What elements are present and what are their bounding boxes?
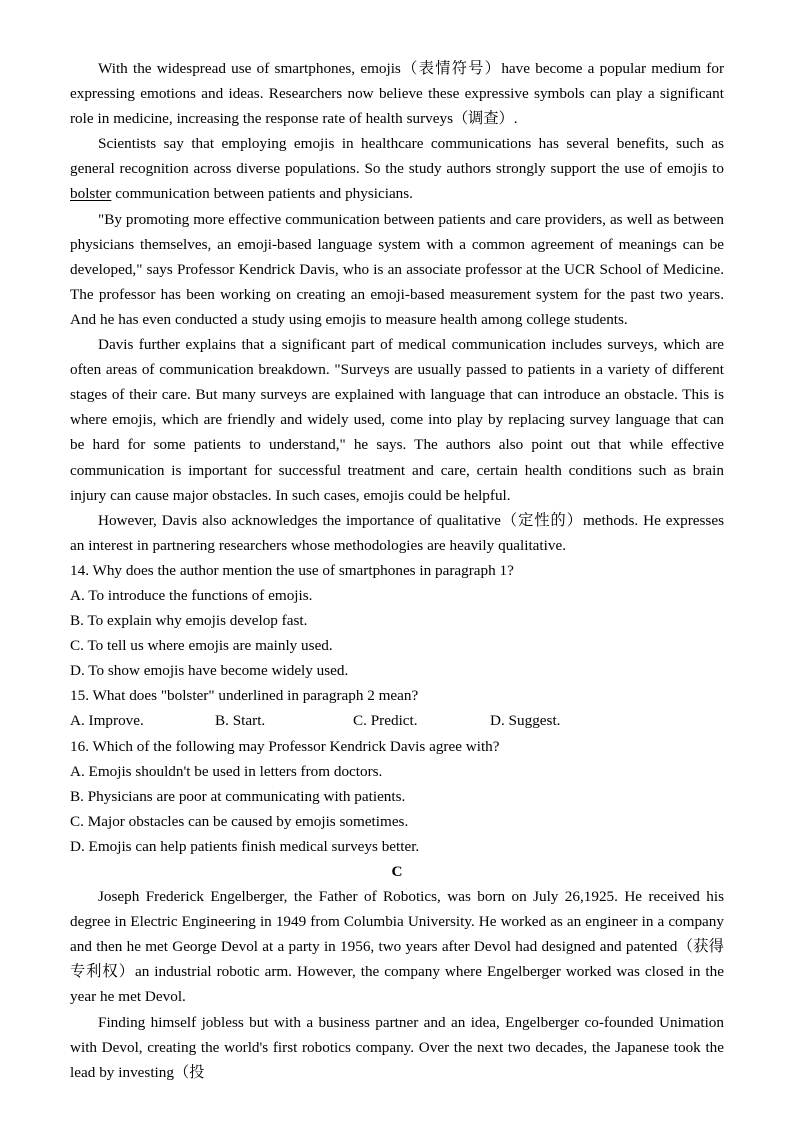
document-body [70, 56, 724, 1085]
question-15-option-d[interactable]: D. Suggest. [490, 712, 561, 730]
question-14-stem: 14. Why does the author mention the use of smartphones in paragraph 1? [70, 561, 514, 579]
passage-paragraph-4: Davis further explains that a significant part of medical communication includes surveys, which are often areas of communication breakdown. "Surveys are usually passed to patients in a variety of different stages of their care. But many surveys are explained with language that can introduce an obstacle. This is where emojis, which are friendly and widely used, come into play by replacing survey language that can be hard for some patients to understand," he says. The authors also point out that while effective communication is important for successful treatment and care, certain health conditions such as brain injury can cause major obstacles. In such cases, emojis could be helpful. [70, 336, 724, 504]
question-16-option-b[interactable]: B. Physicians are poor at communicating with patients. [70, 787, 406, 805]
question-15-options-row [70, 708, 724, 733]
question-15-option-b[interactable]: B. Start. [215, 712, 266, 730]
passage-c-section-letter: C [391, 863, 403, 880]
paragraph-2-text-before: Scientists say that employing emojis in healthcare communications has several benefits, such as general recognition across diverse populations. So the study authors strongly support the use of emojis to [70, 135, 724, 178]
passage-c-paragraph-2: Finding himself jobless but with a business partner and an idea, Engelberger co-founded Unimation with Devol, creating the world's first robotics company. Over the next two decades, the Japanese took the lead by investing（投 [70, 1013, 724, 1081]
question-14-option-b[interactable]: B. To explain why emojis develop fast. [70, 612, 308, 630]
passage-c-paragraph-2-clip [70, 1010, 724, 1085]
passage-paragraph-2 [70, 131, 724, 206]
question-16-option-a[interactable]: A. Emojis shouldn't be used in letters from doctors. [70, 762, 383, 780]
passage-c-paragraph-1: Joseph Frederick Engelberger, the Father of Robotics, was born on July 26,1925. He received his degree in Electric Engineering in 1949 from Columbia University. He worked as an engineer in a company and then he met George Devol at a party in 1956, two years after Devol had designed and patented（获得专利权）an industrial robotic arm. However, the company where Engelberger worked was closed in the year he met Devol. [70, 888, 724, 1006]
question-14-option-d[interactable]: D. To show emojis have become widely used. [70, 662, 349, 680]
paragraph-2-text-after: communication between patients and physicians. [111, 185, 413, 203]
passage-paragraph-3: "By promoting more effective communication between patients and care providers, as well as between physicians themselves, an emoji-based language system with a common agreement of meanings can be developed," says Professor Kendrick Davis, who is an associate professor at the UCR School of Medicine. The professor has been working on creating an emoji-based measurement system for the past two years. And he has even conducted a study using emojis to measure health among college students. [70, 210, 724, 328]
underlined-word-bolster: bolster [70, 185, 112, 203]
question-16-option-c[interactable]: C. Major obstacles can be caused by emojis sometimes. [70, 812, 409, 830]
question-15-stem: 15. What does "bolster" underlined in paragraph 2 mean? [70, 687, 419, 705]
question-16-stem: 16. Which of the following may Professor Kendrick Davis agree with? [70, 737, 500, 755]
passage-paragraph-1: With the widespread use of smartphones, emojis（表情符号）have become a popular medium for expressing emotions and ideas. Researchers now believe these expressive symbols can play a significant role in medicine, increasing the response rate of health surveys（调查）. [70, 60, 724, 128]
passage-paragraph-5: However, Davis also acknowledges the importance of qualitative（定性的）methods. He expresses an interest in partnering researchers whose methodologies are heavily qualitative. [70, 511, 724, 554]
question-14-option-c[interactable]: C. To tell us where emojis are mainly used. [70, 637, 333, 655]
question-15-option-c[interactable]: C. Predict. [353, 712, 418, 730]
question-14-option-a[interactable]: A. To introduce the functions of emojis. [70, 586, 313, 604]
question-16-option-d[interactable]: D. Emojis can help patients finish medical surveys better. [70, 837, 420, 855]
question-15-option-a[interactable]: A. Improve. [70, 712, 144, 730]
